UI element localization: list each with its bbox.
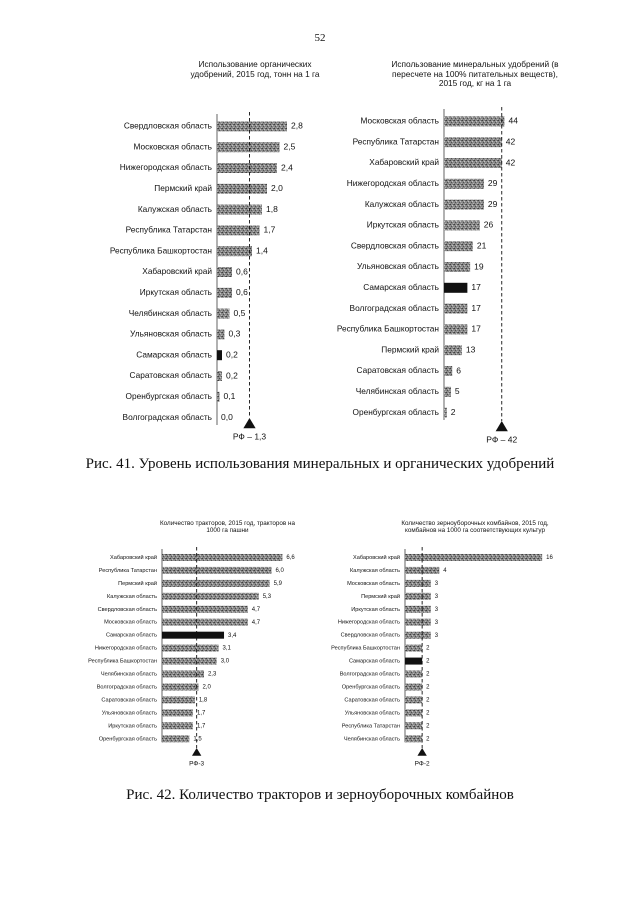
bar: [405, 722, 422, 729]
category-label: Свердловская область: [97, 606, 157, 613]
page-number: 52: [314, 32, 326, 44]
category-label: Калужская область: [364, 198, 439, 209]
bar: [405, 671, 422, 678]
category-label: Пермский край: [361, 593, 400, 600]
bar-highlight: [217, 350, 222, 360]
value-label: 42: [505, 136, 516, 147]
category-label: Калужская область: [106, 593, 157, 600]
value-label: 17: [471, 323, 481, 334]
category-label: Оренбургская область: [352, 406, 439, 417]
value-label: 1,7: [197, 723, 206, 730]
bar: [162, 709, 193, 716]
value-label: 0,5: [233, 307, 246, 318]
bar: [405, 683, 422, 690]
category-label: Свердловская область: [123, 120, 212, 131]
value-label: 1,7: [263, 224, 276, 235]
value-label: 2: [450, 406, 456, 417]
value-label: 2: [426, 671, 430, 678]
chart-plot: [326, 56, 541, 456]
bar: [405, 606, 431, 613]
chart-title: Количество тракторов, 2015 год, тракторов на 1000 га пашни: [159, 520, 295, 535]
value-label: 3,0: [220, 658, 230, 665]
value-label: 2,4: [281, 162, 293, 173]
bar: [444, 158, 502, 168]
bar: [217, 371, 222, 381]
category-label: Свердловская область: [350, 240, 439, 251]
value-label: 2: [426, 697, 430, 704]
category-label: Челябинская область: [100, 671, 157, 678]
chart-title: Использование органических удобрений, 2015 год, тонн на 1 га: [190, 59, 320, 79]
value-label: 5: [454, 386, 460, 397]
category-label: Волгоградская область: [339, 671, 400, 678]
category-label: Хабаровский край: [352, 554, 400, 561]
value-label: 6,6: [286, 555, 295, 562]
category-label: Хабаровский край: [109, 554, 157, 561]
value-label: 0,0: [221, 411, 233, 422]
category-label: Оренбургская область: [98, 736, 157, 743]
bar-highlight: [162, 632, 224, 639]
bar: [444, 304, 467, 314]
category-label: Самарская область: [136, 349, 212, 360]
value-label: 2,0: [202, 684, 211, 691]
category-label: Республика Татарстан: [98, 567, 157, 574]
bar: [444, 345, 462, 355]
value-label: 0,2: [226, 349, 238, 360]
value-label: 4: [443, 568, 447, 575]
bar: [405, 554, 542, 561]
bar: [217, 205, 262, 215]
bar: [217, 246, 252, 256]
bar: [162, 696, 195, 703]
bar: [405, 619, 431, 626]
value-label: 3: [434, 632, 439, 639]
bar: [217, 163, 277, 173]
bar: [217, 184, 267, 194]
organic-fertilizer-chart: [110, 56, 325, 456]
category-label: Московская область: [104, 619, 157, 626]
bar: [444, 408, 447, 418]
category-label: Саратовская область: [344, 697, 400, 704]
bar: [162, 593, 259, 600]
value-label: 17: [471, 302, 481, 313]
category-label: Пермский край: [154, 182, 212, 193]
value-label: 0,1: [223, 391, 236, 402]
category-label: Калужская область: [137, 203, 212, 214]
value-label: 2: [426, 710, 430, 717]
value-label: 4,7: [251, 619, 261, 626]
bar: [217, 121, 287, 131]
value-label: 3: [434, 580, 439, 587]
figure-41-caption: Рис. 41. Уровень использования минеральных и органических удобрений: [85, 456, 555, 472]
value-label: 0,6: [236, 287, 248, 298]
value-label: 2: [426, 645, 430, 652]
chart-plot: [110, 56, 325, 456]
bar: [444, 116, 505, 126]
value-label: 2: [426, 658, 430, 665]
bar: [405, 709, 422, 716]
bar: [405, 645, 422, 652]
bar: [444, 241, 473, 251]
category-label: Саратовская область: [129, 370, 212, 381]
chart-plot: [78, 518, 328, 766]
value-label: 3: [434, 606, 439, 613]
category-label: Республика Башкортостан: [336, 323, 439, 334]
value-label: 16: [546, 555, 553, 562]
value-label: 21: [476, 240, 487, 251]
value-label: 1,7: [197, 710, 206, 717]
bar-highlight: [444, 283, 467, 293]
value-label: 4,7: [251, 606, 261, 613]
bar: [405, 632, 431, 639]
tractors-chart: [78, 518, 328, 766]
bar: [444, 179, 484, 189]
category-label: Ульяновская область: [357, 261, 439, 272]
value-label: 26: [483, 219, 494, 230]
value-label: 1,8: [198, 697, 208, 704]
category-label: Калужская область: [349, 567, 400, 574]
mineral-fertilizer-chart: [326, 56, 559, 456]
bar: [444, 262, 470, 272]
value-label: 6,0: [275, 568, 284, 575]
category-label: Челябинская область: [343, 736, 400, 743]
category-label: Челябинская область: [355, 385, 439, 396]
reference-marker: [243, 418, 255, 428]
value-label: 1,4: [256, 245, 268, 256]
category-label: Республика Татарстан: [341, 723, 400, 730]
category-label: Саратовская область: [356, 365, 439, 376]
reference-label: РФ – 42: [486, 434, 518, 445]
category-label: Нижегородская область: [94, 645, 157, 652]
value-label: 29: [487, 178, 498, 189]
bar: [162, 580, 270, 587]
category-label: Челябинская область: [128, 307, 212, 318]
figure-42-caption: Рис. 42. Количество тракторов и зерноуборочных комбайнов: [126, 787, 514, 803]
category-label: Республика Татарстан: [352, 136, 439, 147]
bar: [162, 683, 198, 690]
bar: [405, 580, 431, 587]
value-label: 2,5: [283, 141, 296, 152]
value-label: 1,8: [266, 203, 278, 214]
category-label: Нижегородская область: [337, 619, 400, 626]
bar: [444, 137, 502, 147]
value-label: 5,3: [262, 593, 272, 600]
bar: [162, 554, 282, 561]
value-label: 29: [487, 198, 498, 209]
value-label: 2,3: [207, 671, 217, 678]
category-label: Нижегородская область: [346, 177, 439, 188]
value-label: 5,9: [273, 580, 282, 587]
bar: [444, 387, 451, 397]
value-label: 44: [508, 115, 518, 126]
category-label: Иркутская область: [108, 723, 157, 730]
category-label: Республика Татарстан: [125, 224, 212, 235]
category-label: Республика Башкортостан: [109, 245, 212, 256]
category-label: Иркутская область: [139, 286, 212, 297]
bar: [405, 593, 431, 600]
category-label: Самарская область: [105, 632, 157, 639]
category-label: Республика Башкортостан: [88, 658, 157, 665]
bar: [405, 735, 422, 742]
bar: [162, 567, 271, 574]
category-label: Московская область: [360, 115, 439, 126]
value-label: 17: [471, 282, 481, 293]
category-label: Свердловская область: [340, 632, 400, 639]
category-label: Московская область: [133, 141, 212, 152]
value-label: 0,3: [228, 328, 241, 339]
category-label: Иркутская область: [351, 606, 400, 613]
value-label: 19: [474, 261, 484, 272]
bar: [444, 324, 467, 334]
value-label: 3: [434, 593, 439, 600]
value-label: 0,6: [236, 266, 248, 277]
chart-title: Использование минеральных удобрений (в пересчете на 100% питательных веществ), 2015 год, кг на 1 га: [391, 59, 559, 89]
category-label: Иркутская область: [366, 219, 439, 230]
value-label: 13: [465, 344, 476, 355]
reference-marker: [496, 421, 508, 431]
reference-marker: [192, 748, 201, 756]
bar: [444, 220, 480, 230]
bar: [217, 267, 232, 277]
value-label: 1,5: [193, 736, 202, 743]
value-label: 3: [434, 619, 439, 626]
bar: [444, 200, 484, 210]
chart-plot: [310, 518, 570, 766]
category-label: Хабаровский край: [369, 157, 439, 168]
bar: [217, 329, 225, 339]
bar: [217, 392, 220, 402]
value-label: 3,4: [228, 632, 237, 639]
category-label: Саратовская область: [101, 697, 157, 704]
bar: [162, 645, 219, 652]
category-label: Волгоградская область: [122, 411, 212, 422]
value-label: 2: [426, 723, 430, 730]
category-label: Ульяновская область: [130, 328, 212, 339]
bar: [162, 735, 189, 742]
value-label: 0,2: [226, 370, 238, 381]
value-label: 6: [456, 365, 461, 376]
bar: [162, 606, 248, 613]
category-label: Ульяновская область: [101, 710, 157, 717]
category-label: Пермский край: [381, 344, 439, 355]
value-label: 2: [426, 736, 430, 743]
category-label: Оренбургская область: [125, 390, 212, 401]
combines-chart: [310, 518, 570, 766]
bar: [217, 142, 280, 152]
bar: [162, 722, 193, 729]
reference-marker: [417, 748, 426, 756]
category-label: Нижегородская область: [119, 162, 212, 173]
bar: [405, 696, 422, 703]
bar: [162, 671, 204, 678]
bar: [217, 225, 260, 235]
reference-label: РФ-3: [189, 760, 205, 768]
value-label: 42: [505, 157, 516, 168]
bar: [162, 658, 217, 665]
value-label: 2,0: [271, 183, 283, 194]
value-label: 3,1: [222, 645, 231, 652]
category-label: Пермский край: [118, 580, 157, 587]
category-label: Ульяновская область: [344, 710, 400, 717]
category-label: Республика Башкортостан: [331, 645, 400, 652]
reference-label: РФ – 1,3: [232, 431, 267, 442]
category-label: Самарская область: [348, 658, 400, 665]
category-label: Оренбургская область: [341, 684, 400, 691]
reference-label: РФ-2: [414, 760, 430, 768]
category-label: Московская область: [347, 580, 400, 587]
category-label: Волгоградская область: [96, 684, 157, 691]
chart-title: Количество зерноуборочных комбайнов, 2015 год, комбайнов на 1000 га соответствующих культур: [401, 520, 549, 535]
category-label: Волгоградская область: [349, 302, 439, 313]
bar-highlight: [405, 658, 422, 665]
bar: [444, 366, 452, 376]
value-label: 2,8: [291, 120, 303, 131]
bar: [217, 288, 232, 298]
bar: [162, 619, 248, 626]
value-label: 2: [426, 684, 430, 691]
category-label: Самарская область: [363, 281, 439, 292]
bar: [217, 309, 230, 319]
category-label: Хабаровский край: [142, 266, 212, 277]
